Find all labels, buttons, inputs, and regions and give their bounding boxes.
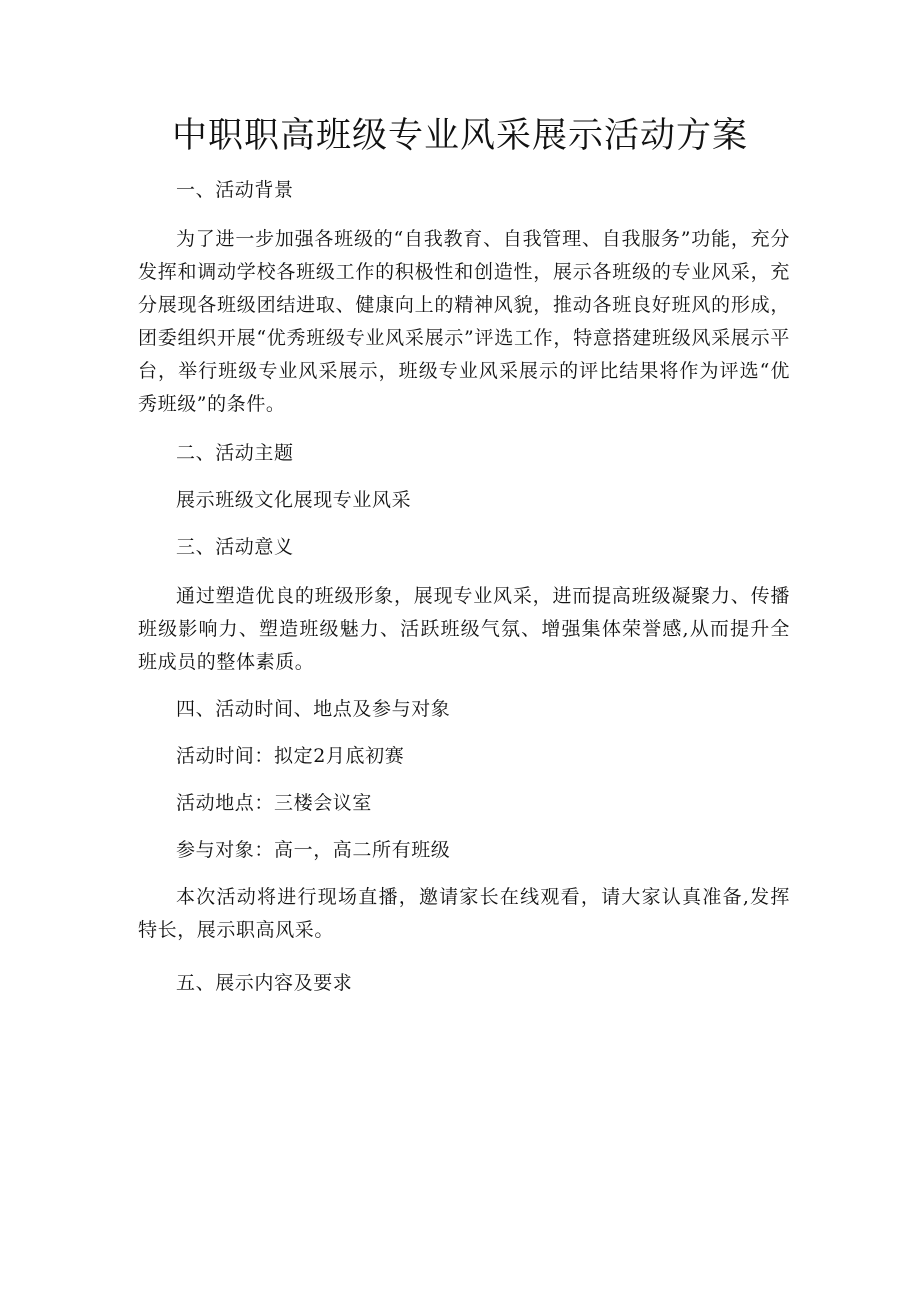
paragraph-background: 为了进一步加强各班级的“自我教育、自我管理、自我服务”功能，充分发挥和调动学校各班级工作的积极性和创造性，展示各班级的专业风采，充分展现各班级团结进取、健康向上的精神风貌，推动各班良好班风的形成，团委组织开展“优秀班级专业风采展示”评选工作，特意搭建班级风采展示平台，举行班级专业风采展示，班级专业风采展示的评比结果将作为评选“优秀班级”的条件。: [138, 228, 790, 415]
document-body: [138, 174, 790, 1000]
paragraph-time: 活动时间：拟定2月底初赛: [176, 745, 405, 767]
paragraph-note: 本次活动将进行现场直播，邀请家长在线观看，请大家认真准备,发挥特长，展示职高风采。: [138, 886, 790, 941]
section-heading-theme: 二、活动主题: [176, 442, 294, 464]
paragraph-place: 活动地点：三楼会议室: [176, 792, 373, 814]
paragraph-significance: 通过塑造优良的班级形象，展现专业风采，进而提高班级凝聚力、传播班级影响力、塑造班级魅力、活跃班级气氛、增强集体荣誉感,从而提升全班成员的整体素质。: [138, 585, 790, 673]
paragraph-theme: 展示班级文化展现专业风采: [176, 489, 412, 511]
section-heading-background: 一、活动背景: [176, 179, 294, 201]
section-heading-content: 五、展示内容及要求: [176, 972, 353, 994]
document-title: 中职职高班级专业风采展示活动方案: [171, 116, 748, 156]
paragraph-participants: 参与对象：高一，高二所有班级: [176, 839, 451, 861]
section-heading-significance: 三、活动意义: [176, 536, 294, 558]
section-heading-time-place: 四、活动时间、地点及参与对象: [176, 698, 451, 720]
